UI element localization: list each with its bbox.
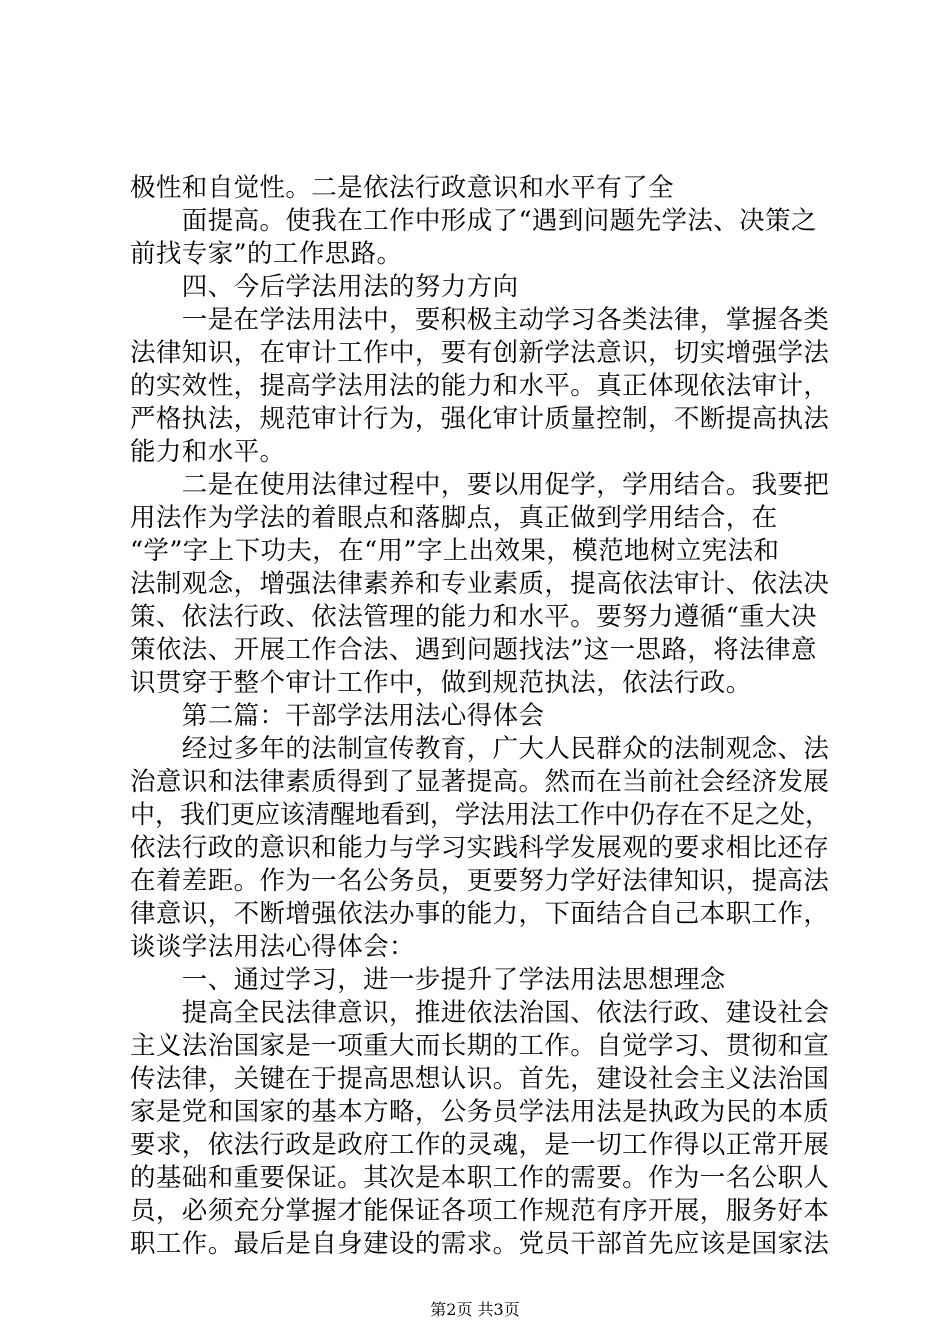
body-line: 前找专家”的工作思路。 [130, 239, 403, 269]
body-line: 经过多年的法制宣传教育，广大人民群众的法制观念、法 [130, 734, 830, 764]
body-line: 严格执法，规范审计行为，强化审计质量控制，不断提高执法 [130, 404, 830, 434]
body-line: 律意识，不断增强依法办事的能力，下面结合自己本职工作， [130, 899, 830, 929]
body-line: 面提高。使我在工作中形成了“遇到问题先学法、决策之 [130, 206, 817, 236]
body-line: 在着差距。作为一名公务员，更要努力学好法律知识，提高法 [130, 866, 830, 896]
body-line: 提高全民法律意识，推进依法治国、依法行政、建设社会 [130, 998, 830, 1028]
body-line: 用法作为学法的着眼点和落脚点，真正做到学用结合，在 [130, 503, 778, 533]
body-line: 依法行政的意识和能力与学习实践科学发展观的要求相比还存 [130, 833, 830, 863]
body-line: 中，我们更应该清醒地看到，学法用法工作中仍存在不足之处， [130, 800, 831, 830]
section-heading: 四、今后学法用法的努力方向 [130, 272, 519, 302]
body-line: 法律知识，在审计工作中，要有创新学法意识，切实增强学法 [130, 338, 830, 368]
body-line: 二是在使用法律过程中，要以用促学，学用结合。我要把 [130, 470, 830, 500]
body-line: “学”字上下功夫，在“用”字上出效果，模范地树立宪法和 [130, 536, 780, 566]
page-number-footer: 第2页 共3页 [430, 1300, 520, 1319]
body-line: 识贯穿于整个审计工作中，做到规范执法，依法行政。 [130, 668, 752, 698]
body-line: 能力和水平。 [130, 437, 286, 467]
body-line: 员，必须充分掌握才能保证各项工作规范有序开展，服务好本 [130, 1196, 830, 1226]
chapter-heading: 第二篇：干部学法用法心得体会 [130, 701, 545, 731]
section-heading: 一、通过学习，进一步提升了学法用法思想理念 [130, 965, 726, 995]
body-line: 极性和自觉性。二是依法行政意识和水平有了全 [130, 173, 674, 203]
body-line: 法制观念，增强法律素养和专业素质，提高依法审计、依法决 [130, 569, 830, 599]
body-line: 谈谈学法用法心得体会： [130, 932, 415, 962]
body-line: 要求，依法行政是政府工作的灵魂，是一切工作得以正常开展 [130, 1130, 830, 1160]
body-line: 职工作。最后是自身建设的需求。党员干部首先应该是国家法 [130, 1229, 830, 1259]
body-line: 策依法、开展工作合法、遇到问题找法”这一思路，将法律意 [130, 635, 817, 665]
body-line: 传法律，关键在于提高思想认识。首先，建设社会主义法治国 [130, 1064, 830, 1094]
body-line: 的基础和重要保证。其次是本职工作的需要。作为一名公职人 [130, 1163, 830, 1193]
body-line: 治意识和法律素质得到了显著提高。然而在当前社会经济发展 [130, 767, 830, 797]
body-line: 主义法治国家是一项重大而长期的工作。自觉学习、贯彻和宣 [130, 1031, 830, 1061]
body-line: 家是党和国家的基本方略，公务员学法用法是执政为民的本质 [130, 1097, 830, 1127]
body-line: 一是在学法用法中，要积极主动学习各类法律，掌握各类 [130, 305, 830, 335]
body-line: 策、依法行政、依法管理的能力和水平。要努力遵循“重大决 [130, 602, 817, 632]
body-line: 的实效性，提高学法用法的能力和水平。真正体现依法审计， [130, 371, 830, 401]
